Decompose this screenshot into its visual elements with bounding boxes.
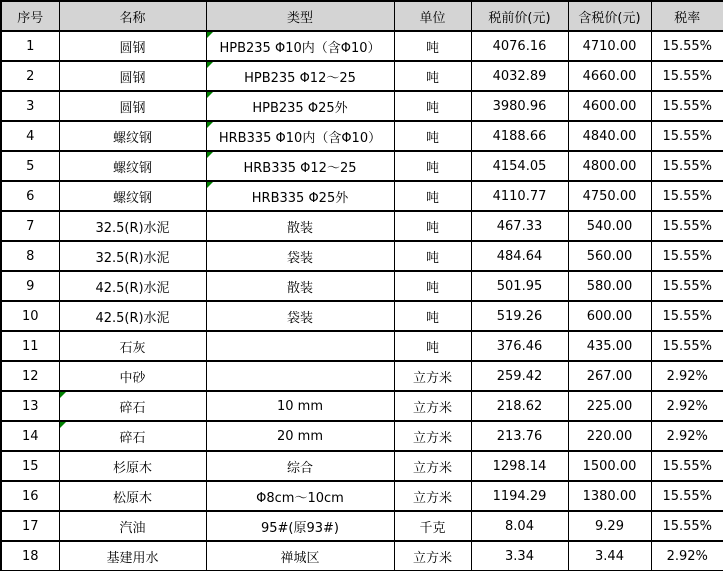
cell-tax-rate[interactable] <box>651 331 723 361</box>
cell-text: 杉原木 <box>112 460 152 476</box>
cell-unit[interactable] <box>394 541 471 571</box>
cell-text: 散装 <box>286 280 313 296</box>
col-header-pretax-price[interactable]: 税前价(元) <box>471 1 568 31</box>
cell-type[interactable] <box>206 91 394 121</box>
table-row <box>1 451 723 481</box>
cell-unit[interactable] <box>394 271 471 301</box>
cell-text: 圆钢 <box>119 70 146 86</box>
col-header-no[interactable]: 序号 <box>1 1 59 31</box>
cell-pretax-price[interactable] <box>471 451 568 481</box>
col-header-unit[interactable]: 单位 <box>394 1 471 31</box>
cell-index[interactable] <box>1 511 59 541</box>
cell-text: 15 <box>21 458 39 474</box>
cell-unit[interactable] <box>394 91 471 121</box>
cell-text: 1298.14 <box>492 458 547 474</box>
table-row <box>1 421 723 451</box>
table-row <box>1 271 723 301</box>
cell-text: 3980.96 <box>492 98 547 114</box>
cell-text: 4800.00 <box>582 158 637 174</box>
cell-type[interactable] <box>206 241 394 271</box>
cell-text: HPB235 Φ10内（含Φ10） <box>219 40 381 56</box>
cell-text: 259.42 <box>496 368 543 384</box>
cell-text: 吨 <box>425 220 439 236</box>
cell-type[interactable] <box>206 361 394 391</box>
cell-text: 散装 <box>286 220 313 236</box>
cell-taxed-price[interactable] <box>568 211 651 241</box>
cell-index[interactable] <box>1 91 59 121</box>
cell-name[interactable] <box>59 301 206 331</box>
cell-text: 15.55% <box>662 518 713 534</box>
cell-index[interactable] <box>1 331 59 361</box>
cell-unit[interactable] <box>394 61 471 91</box>
cell-text: 560.00 <box>586 248 633 264</box>
cell-text: 汽油 <box>119 520 146 536</box>
cell-pretax-price[interactable] <box>471 421 568 451</box>
cell-text: 吨 <box>425 280 439 296</box>
table-row <box>1 541 723 571</box>
cell-unit[interactable] <box>394 361 471 391</box>
cell-text: 1194.29 <box>492 488 547 504</box>
cell-name[interactable] <box>59 31 206 61</box>
cell-pretax-price[interactable] <box>471 271 568 301</box>
cell-type[interactable] <box>206 421 394 451</box>
cell-text: HPB235 Φ12～25 <box>244 70 356 86</box>
cell-text: 6 <box>26 188 35 204</box>
cell-tax-rate[interactable] <box>651 151 723 181</box>
cell-pretax-price[interactable] <box>471 301 568 331</box>
cell-text: 吨 <box>425 100 439 116</box>
cell-text: 1500.00 <box>582 458 637 474</box>
cell-text: 15.55% <box>662 458 713 474</box>
cell-text: 螺纹钢 <box>112 160 152 176</box>
cell-tax-rate[interactable] <box>651 301 723 331</box>
col-header-tax-rate[interactable]: 税率 <box>651 1 723 31</box>
cell-text: 213.76 <box>496 428 543 444</box>
cell-text: 20 mm <box>276 428 323 444</box>
cell-unit[interactable] <box>394 391 471 421</box>
cell-text: 32.5(R)水泥 <box>95 220 170 236</box>
cell-text: 2.92% <box>666 398 708 414</box>
cell-taxed-price[interactable] <box>568 511 651 541</box>
cell-text: 1 <box>26 38 35 54</box>
cell-text: 15.55% <box>662 128 713 144</box>
cell-tax-rate[interactable] <box>651 421 723 451</box>
cell-text: 圆钢 <box>119 100 146 116</box>
cell-unit[interactable] <box>394 451 471 481</box>
cell-index[interactable] <box>1 391 59 421</box>
cell-text: 吨 <box>425 40 439 56</box>
cell-text: 8.04 <box>505 518 534 534</box>
cell-pretax-price[interactable] <box>471 121 568 151</box>
comment-marker-icon <box>207 32 213 38</box>
comment-marker-icon <box>207 62 213 68</box>
cell-text: 600.00 <box>586 308 633 324</box>
table-row <box>1 301 723 331</box>
comment-marker-icon <box>207 182 213 188</box>
cell-tax-rate[interactable] <box>651 271 723 301</box>
cell-text: 4032.89 <box>492 68 547 84</box>
comment-marker-icon <box>207 92 213 98</box>
cell-text: 松原木 <box>112 490 152 506</box>
cell-text: 18 <box>21 548 39 564</box>
cell-tax-rate[interactable] <box>651 541 723 571</box>
cell-type[interactable] <box>206 301 394 331</box>
cell-text: 14 <box>21 428 39 444</box>
cell-taxed-price[interactable] <box>568 181 651 211</box>
cell-text: 4110.77 <box>492 188 547 204</box>
cell-name[interactable] <box>59 451 206 481</box>
cell-text: 螺纹钢 <box>112 190 152 206</box>
cell-text: 15.55% <box>662 248 713 264</box>
cell-index[interactable] <box>1 541 59 571</box>
cell-pretax-price[interactable] <box>471 481 568 511</box>
cell-taxed-price[interactable] <box>568 301 651 331</box>
col-header-type[interactable]: 类型 <box>206 1 394 31</box>
comment-marker-icon <box>207 122 213 128</box>
cell-text: 3.44 <box>595 548 624 564</box>
cell-text: 267.00 <box>586 368 633 384</box>
cell-text: 2.92% <box>666 548 708 564</box>
cell-type[interactable] <box>206 61 394 91</box>
cell-taxed-price[interactable] <box>568 421 651 451</box>
cell-type[interactable] <box>206 511 394 541</box>
cell-index[interactable] <box>1 241 59 271</box>
cell-text: 1380.00 <box>582 488 637 504</box>
cell-tax-rate[interactable] <box>651 61 723 91</box>
cell-tax-rate[interactable] <box>651 391 723 421</box>
cell-text: 立方米 <box>412 370 452 386</box>
cell-text: 540.00 <box>586 218 633 234</box>
cell-text: 42.5(R)水泥 <box>95 280 170 296</box>
cell-text: 4600.00 <box>582 98 637 114</box>
cell-unit[interactable] <box>394 241 471 271</box>
cell-text: 2 <box>26 68 35 84</box>
cell-text: HPB235 Φ25外 <box>252 100 348 116</box>
cell-name[interactable] <box>59 541 206 571</box>
cell-taxed-price[interactable] <box>568 481 651 511</box>
cell-text: 立方米 <box>412 490 452 506</box>
cell-taxed-price[interactable] <box>568 151 651 181</box>
cell-text: 5 <box>26 158 35 174</box>
cell-text: 4750.00 <box>582 188 637 204</box>
cell-text: 3.34 <box>505 548 534 564</box>
cell-type[interactable] <box>206 151 394 181</box>
cell-name[interactable] <box>59 391 206 421</box>
cell-text: 467.33 <box>496 218 543 234</box>
cell-text: 4660.00 <box>582 68 637 84</box>
cell-pretax-price[interactable] <box>471 31 568 61</box>
cell-text: 225.00 <box>586 398 633 414</box>
cell-text: 袋装 <box>286 250 313 266</box>
table-row <box>1 331 723 361</box>
cell-tax-rate[interactable] <box>651 241 723 271</box>
cell-text: 15.55% <box>662 158 713 174</box>
cell-unit[interactable] <box>394 481 471 511</box>
cell-text: 2.92% <box>666 428 708 444</box>
cell-tax-rate[interactable] <box>651 451 723 481</box>
cell-text: 袋装 <box>286 310 313 326</box>
cell-text: 15.55% <box>662 188 713 204</box>
cell-taxed-price[interactable] <box>568 271 651 301</box>
table-row <box>1 511 723 541</box>
cell-unit[interactable] <box>394 121 471 151</box>
cell-text: 4 <box>26 128 35 144</box>
cell-name[interactable] <box>59 121 206 151</box>
cell-taxed-price[interactable] <box>568 361 651 391</box>
cell-text: 484.64 <box>496 248 543 264</box>
cell-text: 376.46 <box>496 338 543 354</box>
cell-text: 42.5(R)水泥 <box>95 310 170 326</box>
cell-pretax-price[interactable] <box>471 511 568 541</box>
cell-text: 中砂 <box>119 370 146 386</box>
cell-text: 4154.05 <box>492 158 547 174</box>
cell-text: 15.55% <box>662 98 713 114</box>
cell-text: 218.62 <box>496 398 543 414</box>
cell-unit[interactable] <box>394 181 471 211</box>
cell-text: 吨 <box>425 340 439 356</box>
cell-text: 综合 <box>286 460 313 476</box>
cell-tax-rate[interactable] <box>651 481 723 511</box>
cell-text: 立方米 <box>412 430 452 446</box>
cell-text: 15.55% <box>662 488 713 504</box>
cell-text: 15.55% <box>662 278 713 294</box>
cell-text: 2.92% <box>666 368 708 384</box>
cell-unit[interactable] <box>394 331 471 361</box>
cell-name[interactable] <box>59 241 206 271</box>
cell-tax-rate[interactable] <box>651 211 723 241</box>
cell-pretax-price[interactable] <box>471 241 568 271</box>
cell-type[interactable] <box>206 481 394 511</box>
cell-pretax-price[interactable] <box>471 391 568 421</box>
cell-name[interactable] <box>59 481 206 511</box>
cell-index[interactable] <box>1 481 59 511</box>
cell-text: 501.95 <box>496 278 543 294</box>
cell-taxed-price[interactable] <box>568 91 651 121</box>
cell-name[interactable] <box>59 211 206 241</box>
cell-type[interactable] <box>206 121 394 151</box>
cell-text: 12 <box>21 368 39 384</box>
col-header-taxed-price[interactable]: 含税价(元) <box>568 1 651 31</box>
cell-unit[interactable] <box>394 211 471 241</box>
cell-text: 吨 <box>425 250 439 266</box>
cell-index[interactable] <box>1 271 59 301</box>
cell-index[interactable] <box>1 61 59 91</box>
table-row <box>1 181 723 211</box>
cell-index[interactable] <box>1 181 59 211</box>
cell-text: Φ8cm～10cm <box>256 490 344 506</box>
cell-name[interactable] <box>59 271 206 301</box>
cell-text: 吨 <box>425 130 439 146</box>
cell-text: 17 <box>21 518 39 534</box>
cell-taxed-price[interactable] <box>568 391 651 421</box>
cell-taxed-price[interactable] <box>568 331 651 361</box>
cell-type[interactable] <box>206 541 394 571</box>
cell-text: 32.5(R)水泥 <box>95 250 170 266</box>
cell-name[interactable] <box>59 181 206 211</box>
cell-text: 95#(原93#) <box>260 520 339 536</box>
cell-name[interactable] <box>59 151 206 181</box>
cell-text: 吨 <box>425 70 439 86</box>
cell-index[interactable] <box>1 301 59 331</box>
col-header-name[interactable]: 名称 <box>59 1 206 31</box>
cell-text: 碎石 <box>119 400 146 416</box>
cell-type[interactable] <box>206 211 394 241</box>
table-row <box>1 121 723 151</box>
cell-text: 4188.66 <box>492 128 547 144</box>
cell-pretax-price[interactable] <box>471 541 568 571</box>
cell-type[interactable] <box>206 391 394 421</box>
cell-unit[interactable] <box>394 421 471 451</box>
cell-name[interactable] <box>59 421 206 451</box>
cell-index[interactable] <box>1 31 59 61</box>
cell-pretax-price[interactable] <box>471 151 568 181</box>
cell-text: 碎石 <box>119 430 146 446</box>
table-row <box>1 211 723 241</box>
cell-text: 15.55% <box>662 338 713 354</box>
cell-pretax-price[interactable] <box>471 211 568 241</box>
cell-tax-rate[interactable] <box>651 31 723 61</box>
cell-text: 13 <box>21 398 39 414</box>
cell-type[interactable] <box>206 271 394 301</box>
cell-text: 16 <box>21 488 39 504</box>
cell-text: 吨 <box>425 160 439 176</box>
cell-taxed-price[interactable] <box>568 241 651 271</box>
cell-name[interactable] <box>59 511 206 541</box>
comment-marker-icon <box>207 152 213 158</box>
cell-name[interactable] <box>59 91 206 121</box>
cell-text: 吨 <box>425 190 439 206</box>
cell-pretax-price[interactable] <box>471 181 568 211</box>
cell-text: HRB335 Φ12～25 <box>243 160 357 176</box>
cell-taxed-price[interactable] <box>568 31 651 61</box>
cell-text: 580.00 <box>586 278 633 294</box>
cell-text: 千克 <box>419 520 446 536</box>
cell-unit[interactable] <box>394 511 471 541</box>
cell-name[interactable] <box>59 331 206 361</box>
cell-text: 15.55% <box>662 308 713 324</box>
cell-text: 220.00 <box>586 428 633 444</box>
table-row <box>1 61 723 91</box>
cell-name[interactable] <box>59 61 206 91</box>
table-row <box>1 391 723 421</box>
cell-text: 4710.00 <box>582 38 637 54</box>
cell-text: 石灰 <box>119 340 146 356</box>
cell-tax-rate[interactable] <box>651 91 723 121</box>
cell-tax-rate[interactable] <box>651 181 723 211</box>
cell-text: 15.55% <box>662 38 713 54</box>
cell-taxed-price[interactable] <box>568 121 651 151</box>
cell-type[interactable] <box>206 31 394 61</box>
cell-text: HRB335 Φ10内（含Φ10） <box>218 130 382 146</box>
cell-text: 吨 <box>425 310 439 326</box>
cell-pretax-price[interactable] <box>471 331 568 361</box>
cell-pretax-price[interactable] <box>471 361 568 391</box>
cell-text: 圆钢 <box>119 40 146 56</box>
cell-text: HRB335 Φ25外 <box>251 190 349 206</box>
cell-taxed-price[interactable] <box>568 541 651 571</box>
cell-text: 7 <box>26 218 35 234</box>
cell-text: 519.26 <box>496 308 543 324</box>
cell-text: 螺纹钢 <box>112 130 152 146</box>
cell-text: 435.00 <box>586 338 633 354</box>
table-row <box>1 241 723 271</box>
cell-index[interactable] <box>1 361 59 391</box>
cell-index[interactable] <box>1 451 59 481</box>
cell-pretax-price[interactable] <box>471 61 568 91</box>
cell-text: 15.55% <box>662 218 713 234</box>
table-row <box>1 151 723 181</box>
comment-marker-icon <box>60 392 66 398</box>
cell-text: 10 <box>21 308 39 324</box>
cell-text: 8 <box>26 248 35 264</box>
cell-type[interactable] <box>206 181 394 211</box>
cell-unit[interactable] <box>394 31 471 61</box>
cell-text: 4840.00 <box>582 128 637 144</box>
cell-tax-rate[interactable] <box>651 121 723 151</box>
table-row <box>1 31 723 61</box>
cell-text: 9 <box>26 278 35 294</box>
header-row <box>1 1 723 31</box>
comment-marker-icon <box>60 422 66 428</box>
cell-text: 立方米 <box>412 550 452 566</box>
cell-index[interactable] <box>1 151 59 181</box>
cell-text: 基建用水 <box>106 550 159 566</box>
cell-taxed-price[interactable] <box>568 61 651 91</box>
cell-text: 15.55% <box>662 68 713 84</box>
cell-type[interactable] <box>206 451 394 481</box>
cell-text: 立方米 <box>412 400 452 416</box>
cell-index[interactable] <box>1 121 59 151</box>
cell-index[interactable] <box>1 421 59 451</box>
cell-tax-rate[interactable] <box>651 361 723 391</box>
cell-text: 3 <box>26 98 35 114</box>
cell-pretax-price[interactable] <box>471 91 568 121</box>
cell-text: 9.29 <box>595 518 624 534</box>
cell-text: 4076.16 <box>492 38 547 54</box>
cell-index[interactable] <box>1 211 59 241</box>
cell-text: 立方米 <box>412 460 452 476</box>
cell-type[interactable] <box>206 331 394 361</box>
table-row <box>1 91 723 121</box>
cell-tax-rate[interactable] <box>651 511 723 541</box>
cell-taxed-price[interactable] <box>568 451 651 481</box>
cell-text: 11 <box>21 338 39 354</box>
cell-name[interactable] <box>59 361 206 391</box>
table-row <box>1 481 723 511</box>
cell-unit[interactable] <box>394 151 471 181</box>
cell-text: 禅城区 <box>280 550 320 566</box>
table-row <box>1 361 723 391</box>
cell-unit[interactable] <box>394 301 471 331</box>
cell-text: 10 mm <box>276 398 323 414</box>
